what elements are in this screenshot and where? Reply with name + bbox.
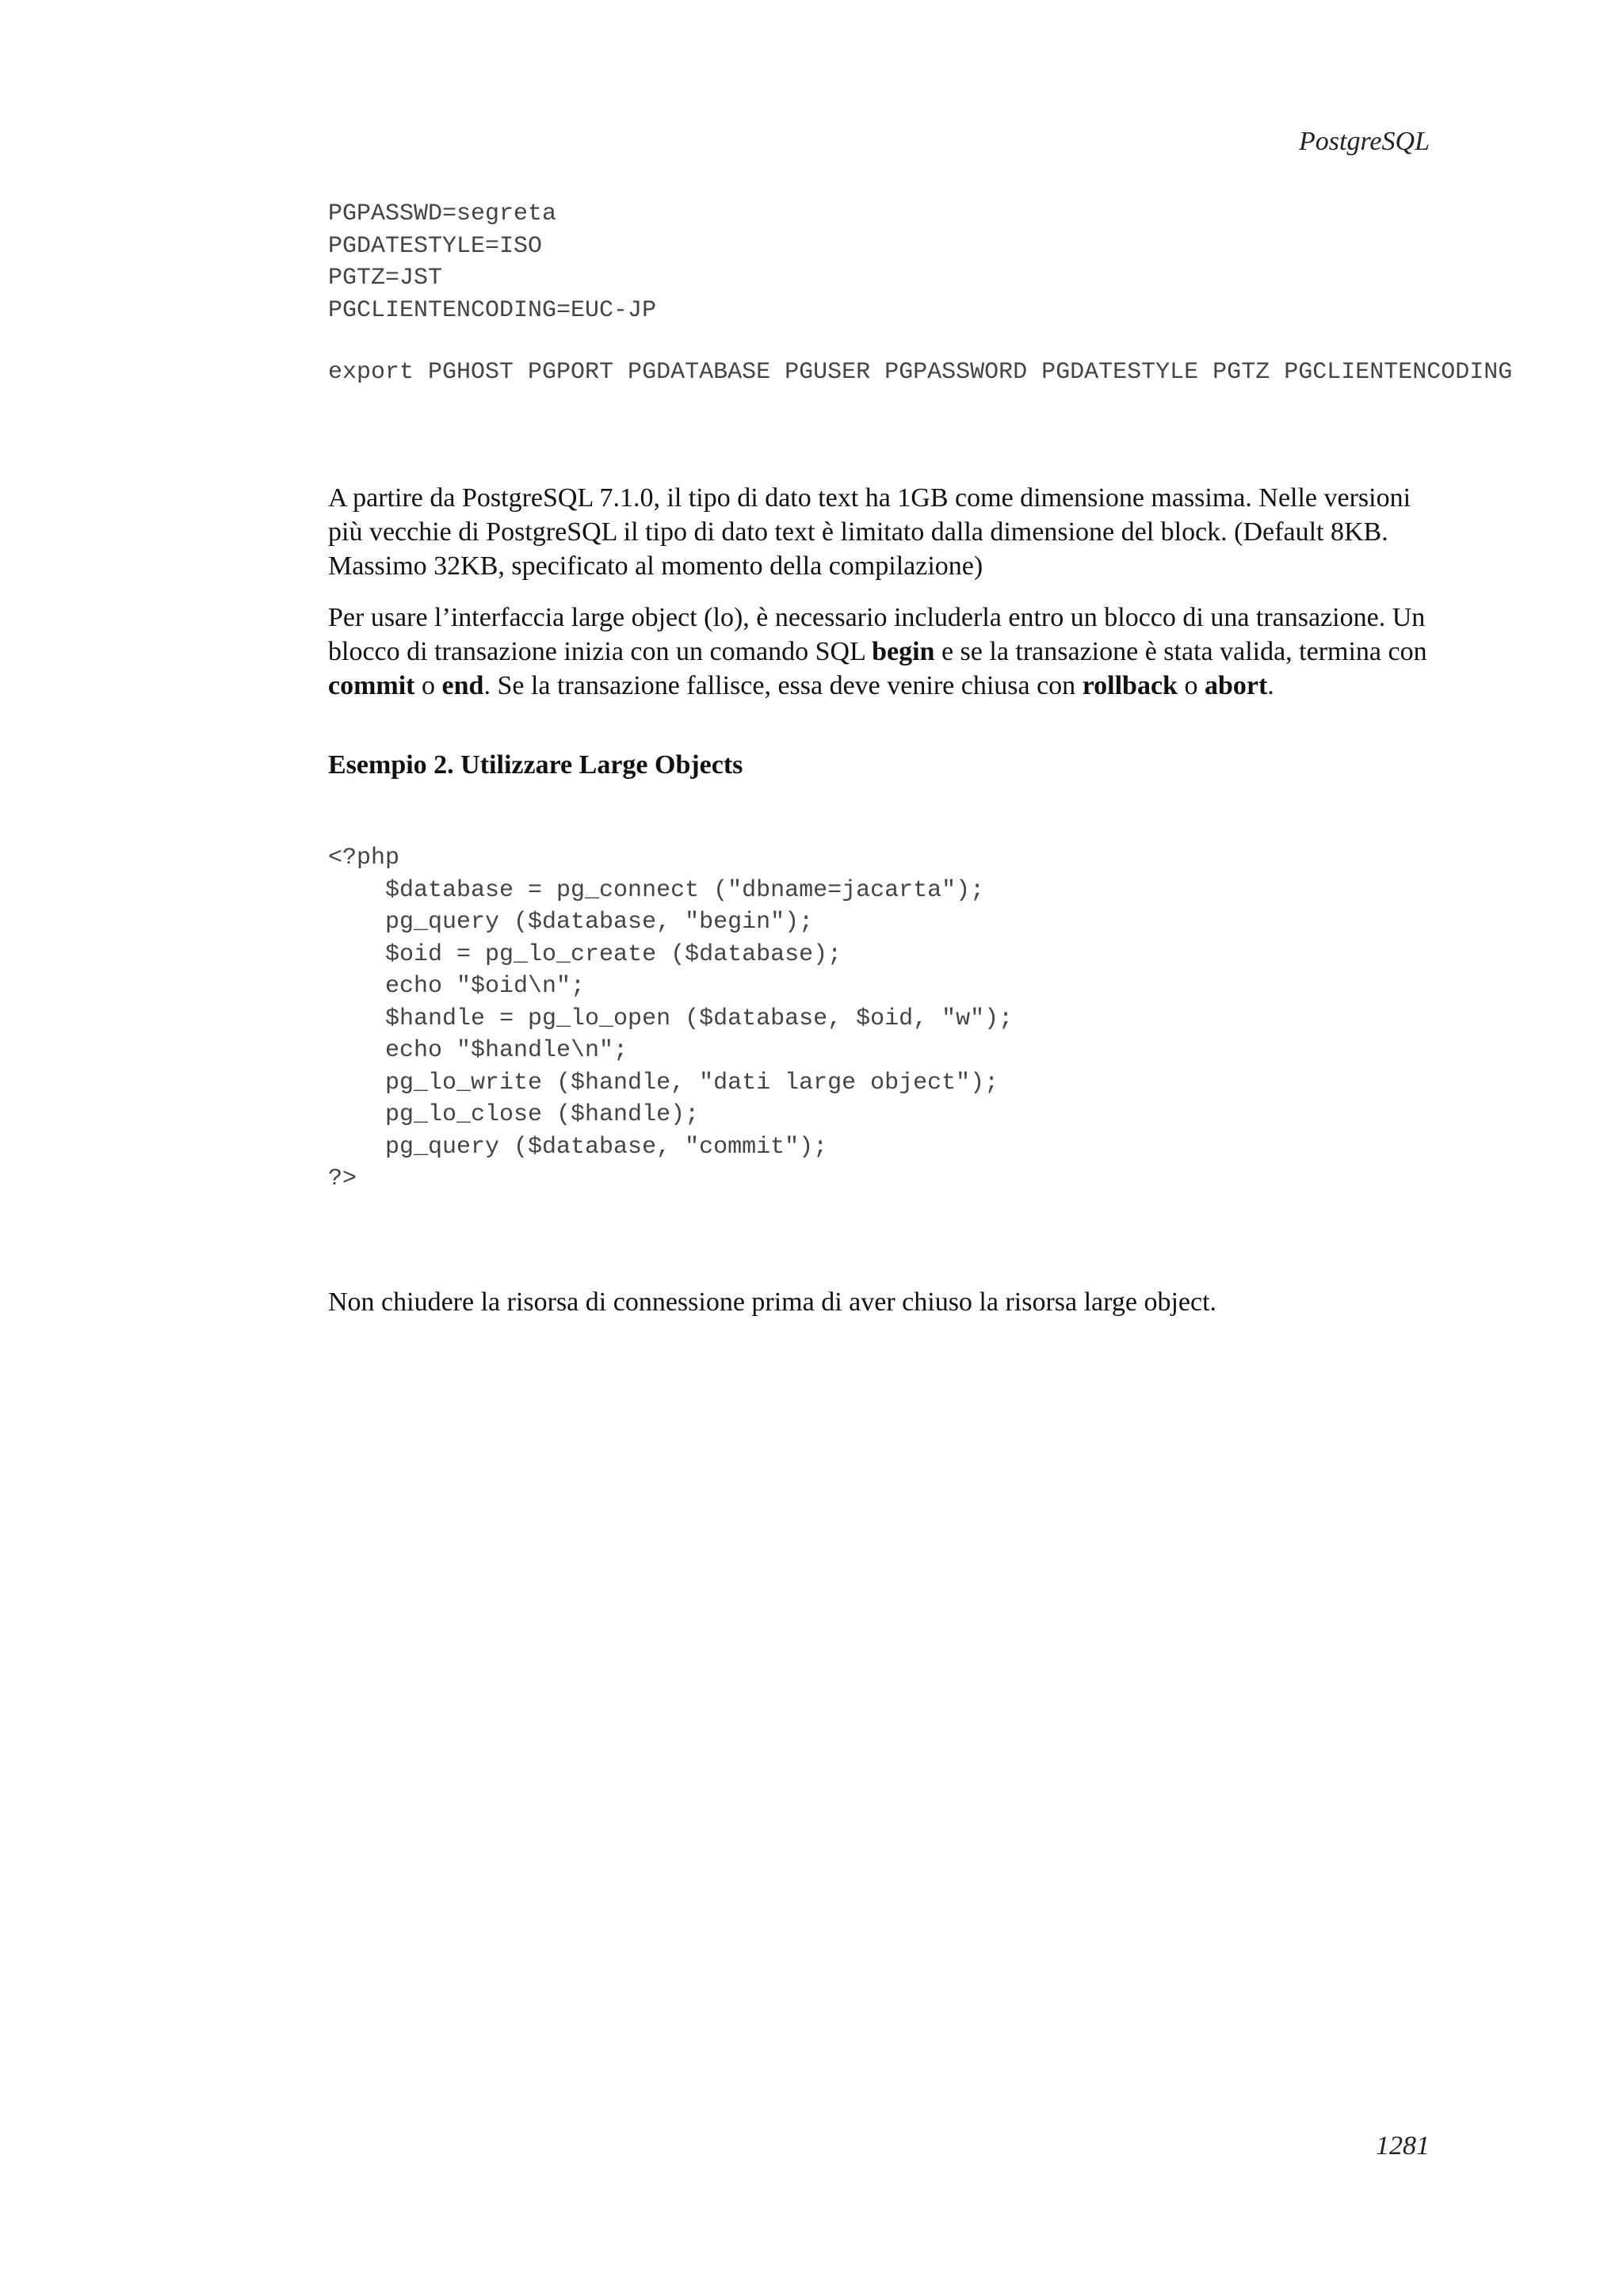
keyword-commit: commit	[328, 671, 415, 700]
paragraph-text-size: A partire da PostgreSQL 7.1.0, il tipo di dato text ha 1GB come dimensione massima. Nelle versioni più vecchie di PostgreSQL il tipo di dato text è limitato dalla dimensione del block. (Default 8KB. Massimo 32KB, specificato al momento della compilazione)	[328, 483, 1411, 581]
example-title: Esempio 2. Utilizzare Large Objects	[328, 750, 743, 780]
code-line: PGDATESTYLE=ISO	[328, 232, 543, 260]
keyword-begin: begin	[872, 637, 935, 666]
code-line: $database = pg_connect ("dbname=jacarta");	[328, 876, 985, 904]
code-line: echo "$oid\n";	[328, 973, 586, 1000]
code-line: $oid = pg_lo_create ($database);	[328, 940, 842, 968]
code-line: ?>	[328, 1165, 357, 1192]
code-line: PGCLIENTENCODING=EUC-JP	[328, 296, 657, 324]
export-code-block	[328, 357, 1512, 389]
code-line: $handle = pg_lo_open ($database, $oid, "w");	[328, 1005, 1014, 1032]
paragraph-text-run: o	[414, 671, 442, 700]
keyword-abort: abort	[1204, 671, 1268, 700]
code-line: echo "$handle\n";	[328, 1037, 628, 1064]
code-line: pg_lo_write ($handle, "dati large object");	[328, 1069, 999, 1097]
code-line: <?php	[328, 845, 400, 871]
paragraph-text-run: Per usare l’interfaccia large object (lo), è necessario includerla entro un blocco di una transazione. Un blocco di transazione inizia con un comando SQL	[328, 603, 1426, 666]
code-line: PGPASSWD=segreta	[328, 200, 557, 227]
paragraph-text-run: e se la transazione è stata valida, termina con	[934, 637, 1427, 666]
paragraph-text-run: . Se la transazione fallisce, essa deve venire chiusa con	[483, 671, 1083, 700]
code-line: pg_lo_close ($handle);	[328, 1101, 700, 1128]
keyword-end: end	[441, 671, 484, 700]
code-line: pg_query ($database, "begin");	[328, 909, 814, 936]
paragraph-text-run: o	[1177, 671, 1205, 700]
code-line: export PGHOST PGPORT PGDATABASE PGUSER PGPASSWORD PGDATESTYLE PGTZ PGCLIENTENCODING	[328, 359, 1513, 386]
keyword-rollback: rollback	[1082, 671, 1178, 700]
paragraph-text-run: .	[1267, 671, 1274, 700]
php-example-code-block	[328, 842, 1013, 1196]
code-line: PGTZ=JST	[328, 265, 443, 292]
page-number: 1281	[1376, 2131, 1430, 2161]
code-line: pg_query ($database, "commit");	[328, 1133, 828, 1161]
running-header: PostgreSQL	[1299, 127, 1430, 156]
paragraph-connection-note: Non chiudere la risorsa di connessione prima di aver chiuso la risorsa large object.	[328, 1287, 1217, 1317]
paragraph-transaction-block	[328, 601, 1438, 703]
env-variables-code-block	[328, 198, 656, 326]
